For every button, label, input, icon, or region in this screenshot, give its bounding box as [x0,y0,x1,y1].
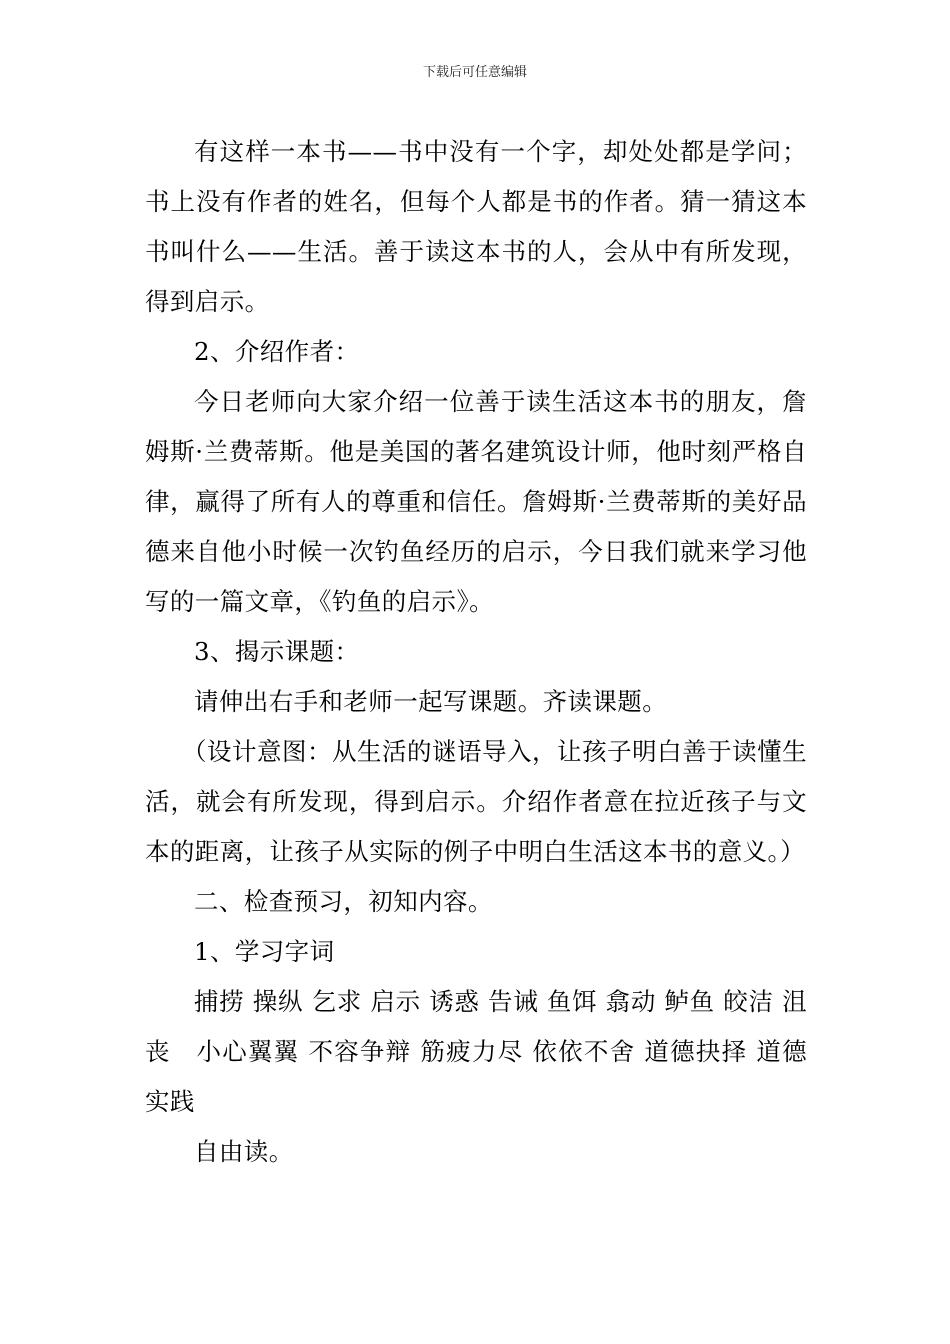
paragraph-free-reading: 自由读。 [194,1137,294,1166]
heading-learn-words: 1、学习字词 [194,937,335,966]
heading-reveal-topic: 3、揭示课题： [194,637,360,666]
heading-introduce-author: 2、介绍作者： [194,337,360,366]
paragraph-author-intro: 今日老师向大家介绍一位善于读生活这本书的朋友，詹姆斯·兰费蒂斯。他是美国的著名建筑设计师，他时刻严格自律，赢得了所有人的尊重和信任。詹姆斯·兰费蒂斯的美好品德来自他小时候一次钓鱼经历的启示，今日我们就来学习他写的一篇文章，《钓鱼的启示》。 [145,387,807,616]
heading-check-preview: 二、检查预习，初知内容。 [194,887,493,916]
page-header: 下载后可任意编辑 [422,65,527,80]
document-body [145,127,807,1177]
paragraph-vocabulary-list: 捕捞 操纵 乞求 启示 诱惑 告诫 鱼饵 翕动 鲈鱼 皎洁 沮丧 小心翼翼 不容争辩 筋疲力尽 依依不舍 道德抉择 道德实践 [145,987,807,1116]
paragraph-riddle-intro: 有这样一本书——书中没有一个字，却处处都是学问；书上没有作者的姓名，但每个人都是书的作者。猜一猜这本书叫什么——生活。善于读这本书的人，会从中有所发现，得到启示。 [145,137,807,316]
paragraph-write-topic: 请伸出右手和老师一起写课题。齐读课题。 [194,687,668,716]
paragraph-design-intent: （设计意图：从生活的谜语导入，让孩子明白善于读懂生活，就会有所发现，得到启示。介绍作者意在拉近孩子与文本的距离，让孩子从实际的例子中明白生活这本书的意义。） [145,737,807,866]
